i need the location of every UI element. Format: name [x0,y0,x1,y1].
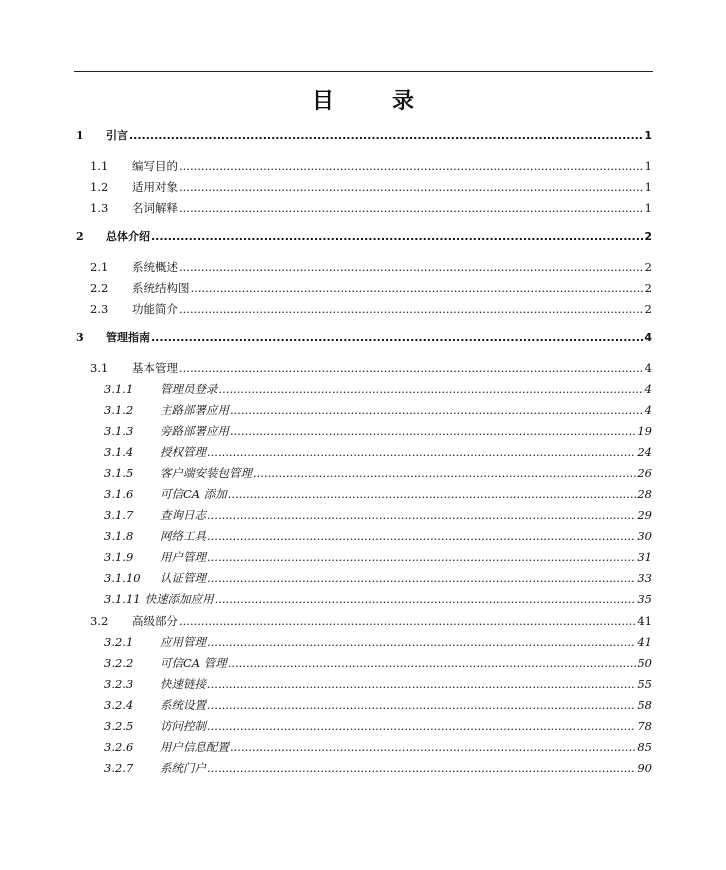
toc-entry-label: 旁路部署应用 [160,424,229,438]
toc-entry-page: 2 [644,281,652,295]
dot-leader [230,424,636,438]
toc-entry[interactable] [74,199,652,215]
toc-entry-page: 4 [644,382,652,396]
toc-entry-number: 3.2.2 [104,656,134,670]
toc-entry-page: 2 [644,302,652,316]
dot-leader [179,302,644,316]
toc-entry-page: 1 [644,180,652,194]
dot-leader [207,719,636,733]
toc-entry-number: 1.1 [90,159,109,173]
toc-entry-page: 33 [637,571,652,585]
dot-leader [179,361,644,375]
toc-entry-label: 主路部署应用 [160,403,229,417]
toc-entry-page: 31 [637,550,652,564]
toc-entry-number: 3.1.6 [104,487,134,501]
toc-entry-label: 网络工具 [160,529,206,543]
toc-entry-label: 适用对象 [132,180,178,194]
toc-entry-page: 29 [637,508,652,522]
toc-entry-page: 90 [637,761,652,775]
toc-entry-number: 3.1.4 [104,445,134,459]
toc-entry-label: 用户信息配置 [160,740,229,754]
dot-leader [207,635,636,649]
toc-entry-label: 应用管理 [160,635,206,649]
toc-entry[interactable] [74,654,652,670]
toc-entry-label: 系统设置 [160,698,206,712]
toc-entry-label: 授权管理 [160,445,206,459]
toc-entry-page: 4 [644,361,652,375]
toc-entry-number: 3.1.2 [104,403,134,417]
toc-entry[interactable] [74,279,652,295]
dot-leader [179,614,636,628]
toc-entry-page: 26 [637,466,652,480]
dot-leader [230,740,636,754]
toc-entry-label: 基本管理 [132,361,178,375]
toc-entry-number: 3.2.6 [104,740,134,754]
toc-entry[interactable] [74,380,652,396]
toc-entry-page: 1 [644,159,652,173]
toc-entry-label: 编写目的 [132,159,178,173]
dot-leader [207,550,636,564]
dot-leader [207,677,636,691]
toc-entry-label: 名词解释 [132,201,178,215]
toc-entry-label: 功能简介 [132,302,178,316]
toc-entry[interactable] [74,527,652,543]
toc-entry[interactable] [74,548,652,564]
toc-entry-label: 用户管理 [160,550,206,564]
toc-entry[interactable] [74,738,652,754]
toc-entry-number: 3.1.1 [104,382,134,396]
toc-entry-page: 41 [637,614,652,628]
toc-entry[interactable] [74,464,652,480]
toc-entry[interactable] [74,485,652,501]
dot-leader [179,159,644,173]
toc-entry-page: 4 [644,403,652,417]
toc-entry[interactable] [74,178,652,194]
toc-entry-label: 系统结构图 [132,281,190,295]
toc-entry-number: 3.1.5 [104,466,134,480]
toc-entry-label: 访问控制 [160,719,206,733]
toc-entry-page: 1 [644,129,652,142]
toc-entry[interactable] [74,590,652,606]
toc-title-part1: 目 [311,88,334,114]
dot-leader [207,761,636,775]
toc-entry-page: 85 [637,740,652,754]
toc-entry-number: 1 [76,129,84,142]
toc-entry-page: 2 [644,260,652,274]
toc-entry[interactable] [74,258,652,274]
toc-entry-label: 快速链接 [160,677,206,691]
toc-entry-label: 客户端安装包管理 [160,466,252,480]
toc-entry-page: 24 [637,445,652,459]
toc-entry-number: 3.1 [90,361,109,375]
toc-entry-label: 系统门户 [160,761,206,775]
toc-entry-number: 2 [76,230,84,243]
toc-entry-label: 管理指南 [106,331,150,344]
toc-entry-page: 78 [637,719,652,733]
dot-leader [207,698,636,712]
toc-entry-number: 1.2 [90,180,109,194]
toc-entry-number: 3.1.3 [104,424,134,438]
toc-entry-page: 35 [637,592,652,606]
toc-entry-number: 3 [76,331,84,344]
toc-entry-label: 认证管理 [160,571,206,585]
toc-entry-label: 可信CA 管理 [160,656,227,670]
toc-entry-number: 3.1.7 [104,508,134,522]
dot-leader [230,403,644,417]
toc-entry-page: 19 [637,424,652,438]
toc-entry[interactable] [74,401,652,417]
toc-entry-page: 50 [637,656,652,670]
toc-entry[interactable] [74,612,652,628]
toc-entry[interactable] [74,633,652,649]
toc-entry-label: 引言 [106,129,128,142]
dot-leader [179,201,644,215]
dot-leader [191,281,644,295]
toc-entry-number: 3.2.7 [104,761,134,775]
toc-entry-number: 3.2.4 [104,698,134,712]
toc-entry-page: 2 [644,230,652,243]
toc-entry-number: 3.2 [90,614,109,628]
toc-entry-number: 3.1.9 [104,550,134,564]
toc-entry-number: 3.2.5 [104,719,134,733]
toc-entry[interactable] [74,717,652,733]
toc-entry-label: 可信CA 添加 [160,487,227,501]
toc-entry-page: 4 [644,331,652,344]
toc-entry[interactable] [74,759,652,775]
dot-leader [253,466,636,480]
toc-entry[interactable] [74,359,652,375]
toc-entry-page: 55 [637,677,652,691]
dot-leader [207,571,636,585]
toc-entry[interactable] [74,127,652,143]
toc-entry-page: 58 [637,698,652,712]
toc-entry[interactable] [74,422,652,438]
toc-entry-number: 3.2.1 [104,635,134,649]
dot-leader [207,445,636,459]
toc-entry-page: 41 [637,635,652,649]
dot-leader [228,656,637,670]
toc-entry-number: 3.1.8 [104,529,134,543]
toc-entry[interactable] [74,675,652,691]
toc-entry-number: 3.2.3 [104,677,134,691]
toc-entry[interactable] [74,696,652,712]
toc-entry-number: 2.1 [90,260,109,274]
toc-entry-label: 管理员登录 [160,382,218,396]
toc-title-part2: 录 [392,88,415,114]
toc-entry[interactable] [74,300,652,316]
toc-entry[interactable] [74,569,652,585]
dot-leader [179,180,644,194]
toc-entry[interactable] [74,228,652,244]
header-rule [74,71,653,72]
toc-entry-page: 1 [644,201,652,215]
toc-entry-page: 30 [637,529,652,543]
toc-entry-number: 3.1.10 [104,571,141,585]
toc-entry-number: 2.2 [90,281,109,295]
toc-entry[interactable] [74,157,652,173]
dot-leader [179,260,644,274]
toc-entry-label: 高级部分 [132,614,178,628]
dot-leader [228,487,637,501]
dot-leader [219,382,644,396]
toc-entry-label: 快速添加应用 [144,592,214,606]
toc-entry-number: 1.3 [90,201,109,215]
toc-entry-label: 系统概述 [132,260,178,274]
toc-entry-number: 2.3 [90,302,109,316]
dot-leader [129,129,643,143]
dot-leader [207,529,636,543]
toc-entry-number: 3.1.11 [104,592,141,606]
toc-entry-label: 总体介绍 [106,230,150,243]
toc-entry[interactable] [74,443,652,459]
toc-entry[interactable] [74,506,652,522]
toc-entry[interactable] [74,329,652,345]
dot-leader [151,230,643,244]
toc-entry-label: 查询日志 [160,508,206,522]
dot-leader [207,508,636,522]
toc-title [0,84,726,115]
dot-leader [215,592,637,606]
toc-entry-page: 28 [637,487,652,501]
dot-leader [151,331,643,345]
